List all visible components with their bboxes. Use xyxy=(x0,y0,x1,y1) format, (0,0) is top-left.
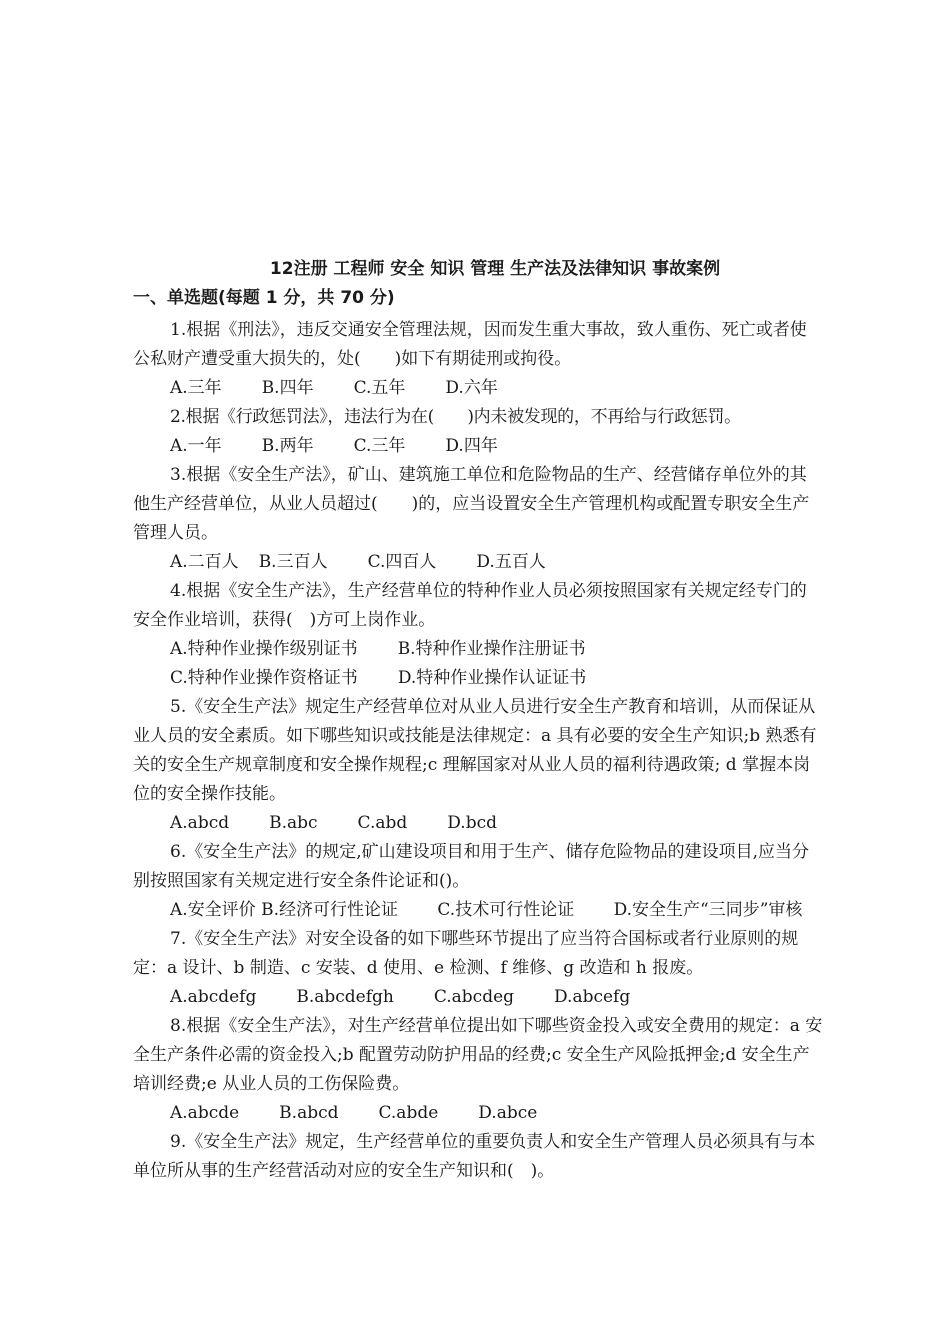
option: A.三年 xyxy=(170,378,222,398)
option: B.三百人 xyxy=(258,552,328,572)
question-4-options-line-1 xyxy=(133,635,823,664)
question-5: 5.《安全生产法》规定生产经营单位对从业人员进行安全生产教育和培训，从而保证从业人员的安全素质。如下哪些知识或技能是法律规定：a 具有必要的安全生产知识;b 熟悉有关的安全生产规章制度和安全操作规程;c 理解国家对从业人员的福利待遇政策; d 掌握本岗位的安全操作技能。 xyxy=(133,697,817,804)
option: B.abc xyxy=(269,813,318,833)
option: A.一年 xyxy=(170,436,222,456)
document-body xyxy=(133,316,823,1186)
question-3: 3.根据《安全生产法》，矿山、建筑施工单位和危险物品的生产、经营储存单位外的其他生产经营单位，从业人员超过( )的，应当设置安全生产管理机构或配置专职安全生产管理人员。 xyxy=(133,465,810,543)
question-4-options-line-2 xyxy=(133,664,823,693)
option: D.abce xyxy=(478,1103,538,1123)
option: C.技术可行性论证 xyxy=(437,900,575,920)
question-7-options xyxy=(133,983,823,1012)
question-3-options xyxy=(133,548,823,577)
option: B.两年 xyxy=(261,436,314,456)
option: A.特种作业操作级别证书 xyxy=(170,639,358,659)
option: A.abcdefg xyxy=(170,987,257,1007)
question-6: 6.《安全生产法》的规定,矿山建设项目和用于生产、储存危险物品的建设项目,应当分别按照国家有关规定进行安全条件论证和()。 xyxy=(133,842,810,891)
option: B.四年 xyxy=(261,378,314,398)
question-2: 2.根据《行政惩罚法》，违法行为在( )内未被发现的，不再给与行政惩罚。 xyxy=(170,407,741,427)
option: B.经济可行性论证 xyxy=(261,900,398,920)
option: C.四百人 xyxy=(367,552,437,572)
option: C.abde xyxy=(378,1103,439,1123)
option: A.安全评价 xyxy=(170,900,256,920)
option: C.三年 xyxy=(353,436,406,456)
question-1-options xyxy=(133,374,823,403)
question-7: 7.《安全生产法》对安全设备的如下哪些环节提出了应当符合国标或者行业原则的规定：a 设计、b 制造、c 安装、d 使用、e 检测、f 维修、g 改造和 h 报废。 xyxy=(133,929,799,978)
option: C.abcdeg xyxy=(433,987,515,1007)
option: D.安全生产“三同步”审核 xyxy=(613,900,803,920)
section-heading: 一、单选题(每题 1 分，共 70 分) xyxy=(133,288,395,308)
option: B.abcd xyxy=(279,1103,339,1123)
option: B.abcdefgh xyxy=(296,987,394,1007)
option: D.四年 xyxy=(445,436,498,456)
option: D.六年 xyxy=(445,378,498,398)
option: A.abcde xyxy=(170,1103,240,1123)
option: C.特种作业操作资格证书 xyxy=(170,668,358,688)
question-2-options xyxy=(133,432,823,461)
question-8-options xyxy=(133,1099,823,1128)
option: B.特种作业操作注册证书 xyxy=(397,639,586,659)
option: C.五年 xyxy=(353,378,406,398)
option: A.二百人 xyxy=(170,552,239,572)
question-8: 8.根据《安全生产法》，对生产经营单位提出如下哪些资金投入或安全费用的规定：a 安全生产条件必需的资金投入;b 配置劳动防护用品的经费;c 安全生产风险抵押金;d 安全生产培训经费;e 从业人员的工伤保险费。 xyxy=(133,1016,823,1094)
question-1: 1.根据《刑法》，违反交通安全管理法规，因而发生重大事故，致人重伤、死亡或者使公私财产遭受重大损失的，处( )如下有期徒刑或拘役。 xyxy=(133,320,807,369)
question-9: 9.《安全生产法》规定，生产经营单位的重要负责人和安全生产管理人员必须具有与本单位所从事的生产经营活动对应的安全生产知识和( )。 xyxy=(133,1132,816,1181)
option: D.五百人 xyxy=(476,552,546,572)
question-4: 4.根据《安全生产法》，生产经营单位的特种作业人员必须按照国家有关规定经专门的安全作业培训，获得( )方可上岗作业。 xyxy=(133,581,807,630)
option: D.bcd xyxy=(447,813,497,833)
option: A.abcd xyxy=(170,813,230,833)
option: D.特种作业操作认证证书 xyxy=(397,668,587,688)
option: C.abd xyxy=(357,813,408,833)
question-5-options xyxy=(133,809,823,838)
question-6-options xyxy=(133,896,823,925)
option: D.abcefg xyxy=(554,987,631,1007)
document-title: 12注册 工程师 安全 知识 管理 生产法及法律知识 事故案例 xyxy=(269,259,721,279)
